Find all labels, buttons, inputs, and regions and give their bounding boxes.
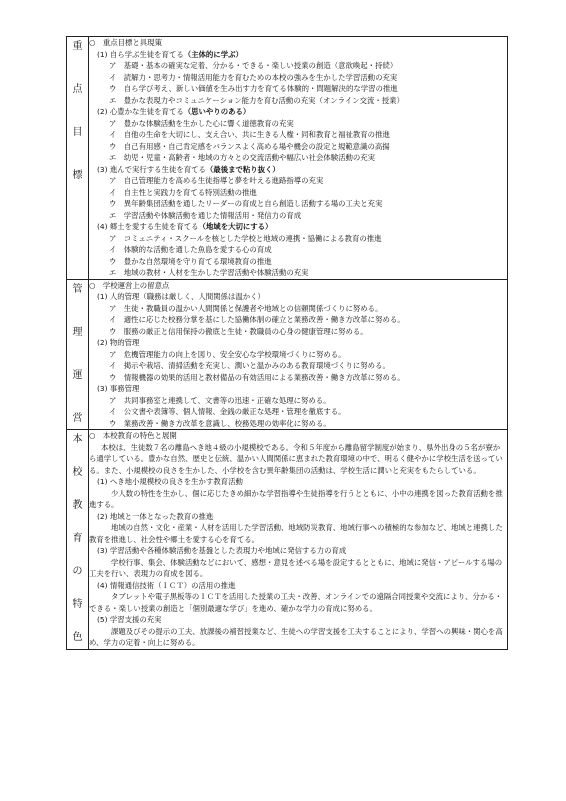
section-header: ○ 重点目標と具現策 [89,38,162,47]
list-item: ア 共同事務室と連携して、文書等の迅速・正確な処理に努める。 [109,395,331,405]
group-title: (2) 物的管理 [97,338,140,347]
list-item: イ 体験的な活動を通した魚島を愛する心の育成 [109,245,272,254]
list-item: ウ 自ら学び考え、新しい価値を生み出す力を育てる体験的・問題解決的な学習の推進 [109,84,398,93]
section-label-features [67,430,89,650]
section-label-char: 育 [72,533,83,544]
group-title: (1) 自ら学ぶ生徒を育てる（主体的に学ぶ） [97,49,243,59]
section-label-char: 重 [72,41,83,52]
section-label-char: 理 [72,326,83,338]
list-item: ウ 豊かな自然環境を守り育てる環境教育の推進 [109,256,272,266]
section-content-features [89,430,508,650]
list-item: ウ 服務の厳正と信用保持の徹底と生徒・教職員の心身の健康管理に努める。 [109,326,368,336]
list-item: ウ 情報機器の効果的活用と教材備品の有効活用による業務改善・働き方改革に努める。 [109,372,405,382]
section-label-char: 管 [72,283,83,295]
group-text: 課題及びその提示の工夫、放課後の補習授業など、生徒への学習支援を工夫することにより、学習への興味・関心を高め、学力の定着・向上に努める。 [89,626,503,647]
section-label-char: の [72,566,83,577]
section-label-char: 標 [72,170,83,181]
group-title: (3) 学習活動や各種体験活動を基盤とした表現力や地域に発信する力の育成 [97,546,347,555]
section-label-goals [67,37,89,280]
group-title: (2) 心豊かな生徒を育てる（思いやりのある） [97,107,251,116]
section-label-char: 点 [72,84,83,95]
list-item: イ 適性に応じた校務分掌を基にした協働体制の確立と業務改善・働き方改革に努める。 [109,315,405,324]
group-title: (4) 情報通信技術（ＩＣＴ）の活用の推進 [97,580,236,590]
group-title: (3) 進んで実行する生徒を育てる（最後まで粘り抜く） [97,164,280,174]
section-content-goals [89,37,508,280]
section-row-management [67,279,508,430]
group-text: 少人数の特性を生かし、個に応じたきめ細かな学習指導や生徒指導を行うとともに、小中の連携を図った教育活動を推進する。 [89,488,503,509]
list-item: エ 地域の教材・人材を生かした学習活動や体験活動の充実 [109,268,309,277]
list-item: ア 生徒・教職員の温かい人間関係と保護者や地域との信頼関係づくりに努める。 [109,303,383,313]
school-plan-table [66,36,508,650]
group-title: (3) 事務管理 [97,384,140,393]
section-header: ○ 学校運営上の留意点 [89,280,170,290]
section-label-char: 本 [72,434,83,445]
section-label-char: 特 [72,599,83,610]
section-label-char: 目 [72,127,83,138]
list-item: ウ 異年齢集団活動を通したリーダーの育成と自ら創造し活動する場の工夫と充実 [109,199,383,208]
list-item: エ 幼児・児童・高齢者・地域の方々との交流活動や幅広い社会体験活動の充実 [109,153,376,162]
group-title: (2) 地域と一体となった教育の推進 [97,511,214,521]
section-label-char: 校 [72,467,83,478]
group-title: (5) 学習支援の充実 [97,615,162,624]
section-label-char: 運 [72,369,83,381]
list-item: ウ 自己有用感・自己肯定感をバランスよく高める場や機会の設定と規範意識の高揚 [109,141,390,151]
list-item: イ 掲示や栽培、清掃活動を充実し、潤いと温かみのある教育環境づくりに努める。 [109,361,390,370]
list-item: イ 公文書や表簿等、個人情報、金銭の厳正な処理・管理を徹底する。 [109,407,346,416]
section-content-management [89,279,508,430]
list-item: イ 読解力・思考力・情報活用能力を育むための本校の強みを生かした学習活動の充実 [109,72,398,82]
intro-paragraph: 本校は、生徒数７名の離島へき地４級の小規模校である。令和５年度から離島留学制度が始まり、県外出身の５名が寮から通学している。豊かな自然、歴史と伝統、温かい人間関係に恵まれた教育環境の中で、明るく健やかに学校生活を送っている。また、小規模校の良さを生かした、小学校を含む異年齢集団の活動は、学校生活に潤いと充実をもたらしている。 [89,442,503,475]
list-item: ア 基礎・基本の確実な定着、分かる・できる・楽しい授業の創造（意欲喚起・持続） [109,61,398,70]
section-label-char: 教 [72,500,83,511]
list-item: エ 豊かな表現力やコミュニケーション能力を育む活動の充実（オンライン交流・授業） [109,95,404,105]
list-item: ア 危機管理能力の向上を図り、安全安心な学校環境づくりに努める。 [109,349,346,359]
section-row-goals [67,37,508,280]
group-title: (4) 郷土を愛する生徒を育てる（地域を大切にする） [97,222,273,231]
group-title: (1) 人的管理（職務は厳しく、人間関係は温かく） [97,292,265,301]
section-label-char: 営 [72,412,83,424]
list-item: ア コミュニティ・スクールを核とした学校と地域の連携・協働による教育の推進 [109,233,382,243]
section-label-management [67,279,89,430]
section-label-char: 色 [72,632,83,643]
group-text: タブレットや電子黒板等のＩＣＴを活用した授業の工夫・改善、オンラインでの遠隔合同授業や交流により、分かる・できる・楽しい授業の創造と「個別最適な学び」を進め、確かな学力の育成に努める。 [89,592,503,613]
group-text: 地域の自然・文化・産業・人材を活用した学習活動、地域防災教育、地域行事への積極的な参加など、地域と連携した教育を推進し、社会性や郷土を愛する心を育てる。 [89,523,503,544]
section-header: ○ 本校教育の特色と展開 [89,431,177,440]
list-item: イ 自他の生命を大切にし、支え合い、共に生きる人権・同和教育と福祉教育の推進 [109,130,390,139]
list-item: ア 自己管理能力を高める生徒指導と夢を叶える進路指導の充実 [109,176,324,185]
list-item: ウ 業務改善・働き方改革を意識し、校務処理の効率化に努める。 [109,418,331,428]
list-item: エ 学習活動や体験活動を通じた情報活用・発信力の育成 [109,210,302,220]
list-item: ア 豊かな体験活動を生かした心に響く道徳教育の充実 [109,118,294,128]
group-text: 学校行事、集会、体験活動などにおいて、感想・意見を述べる場を設定するとともに、地域に発信・アピールする場の工夫を行い、表現力の育成を図る。 [89,557,503,578]
list-item: イ 自主性と実践力を育てる特別活動の推進 [109,187,257,197]
section-row-features [67,430,508,650]
group-title: (1) へき地小規模校の良さを生かす教育活動 [97,477,243,486]
